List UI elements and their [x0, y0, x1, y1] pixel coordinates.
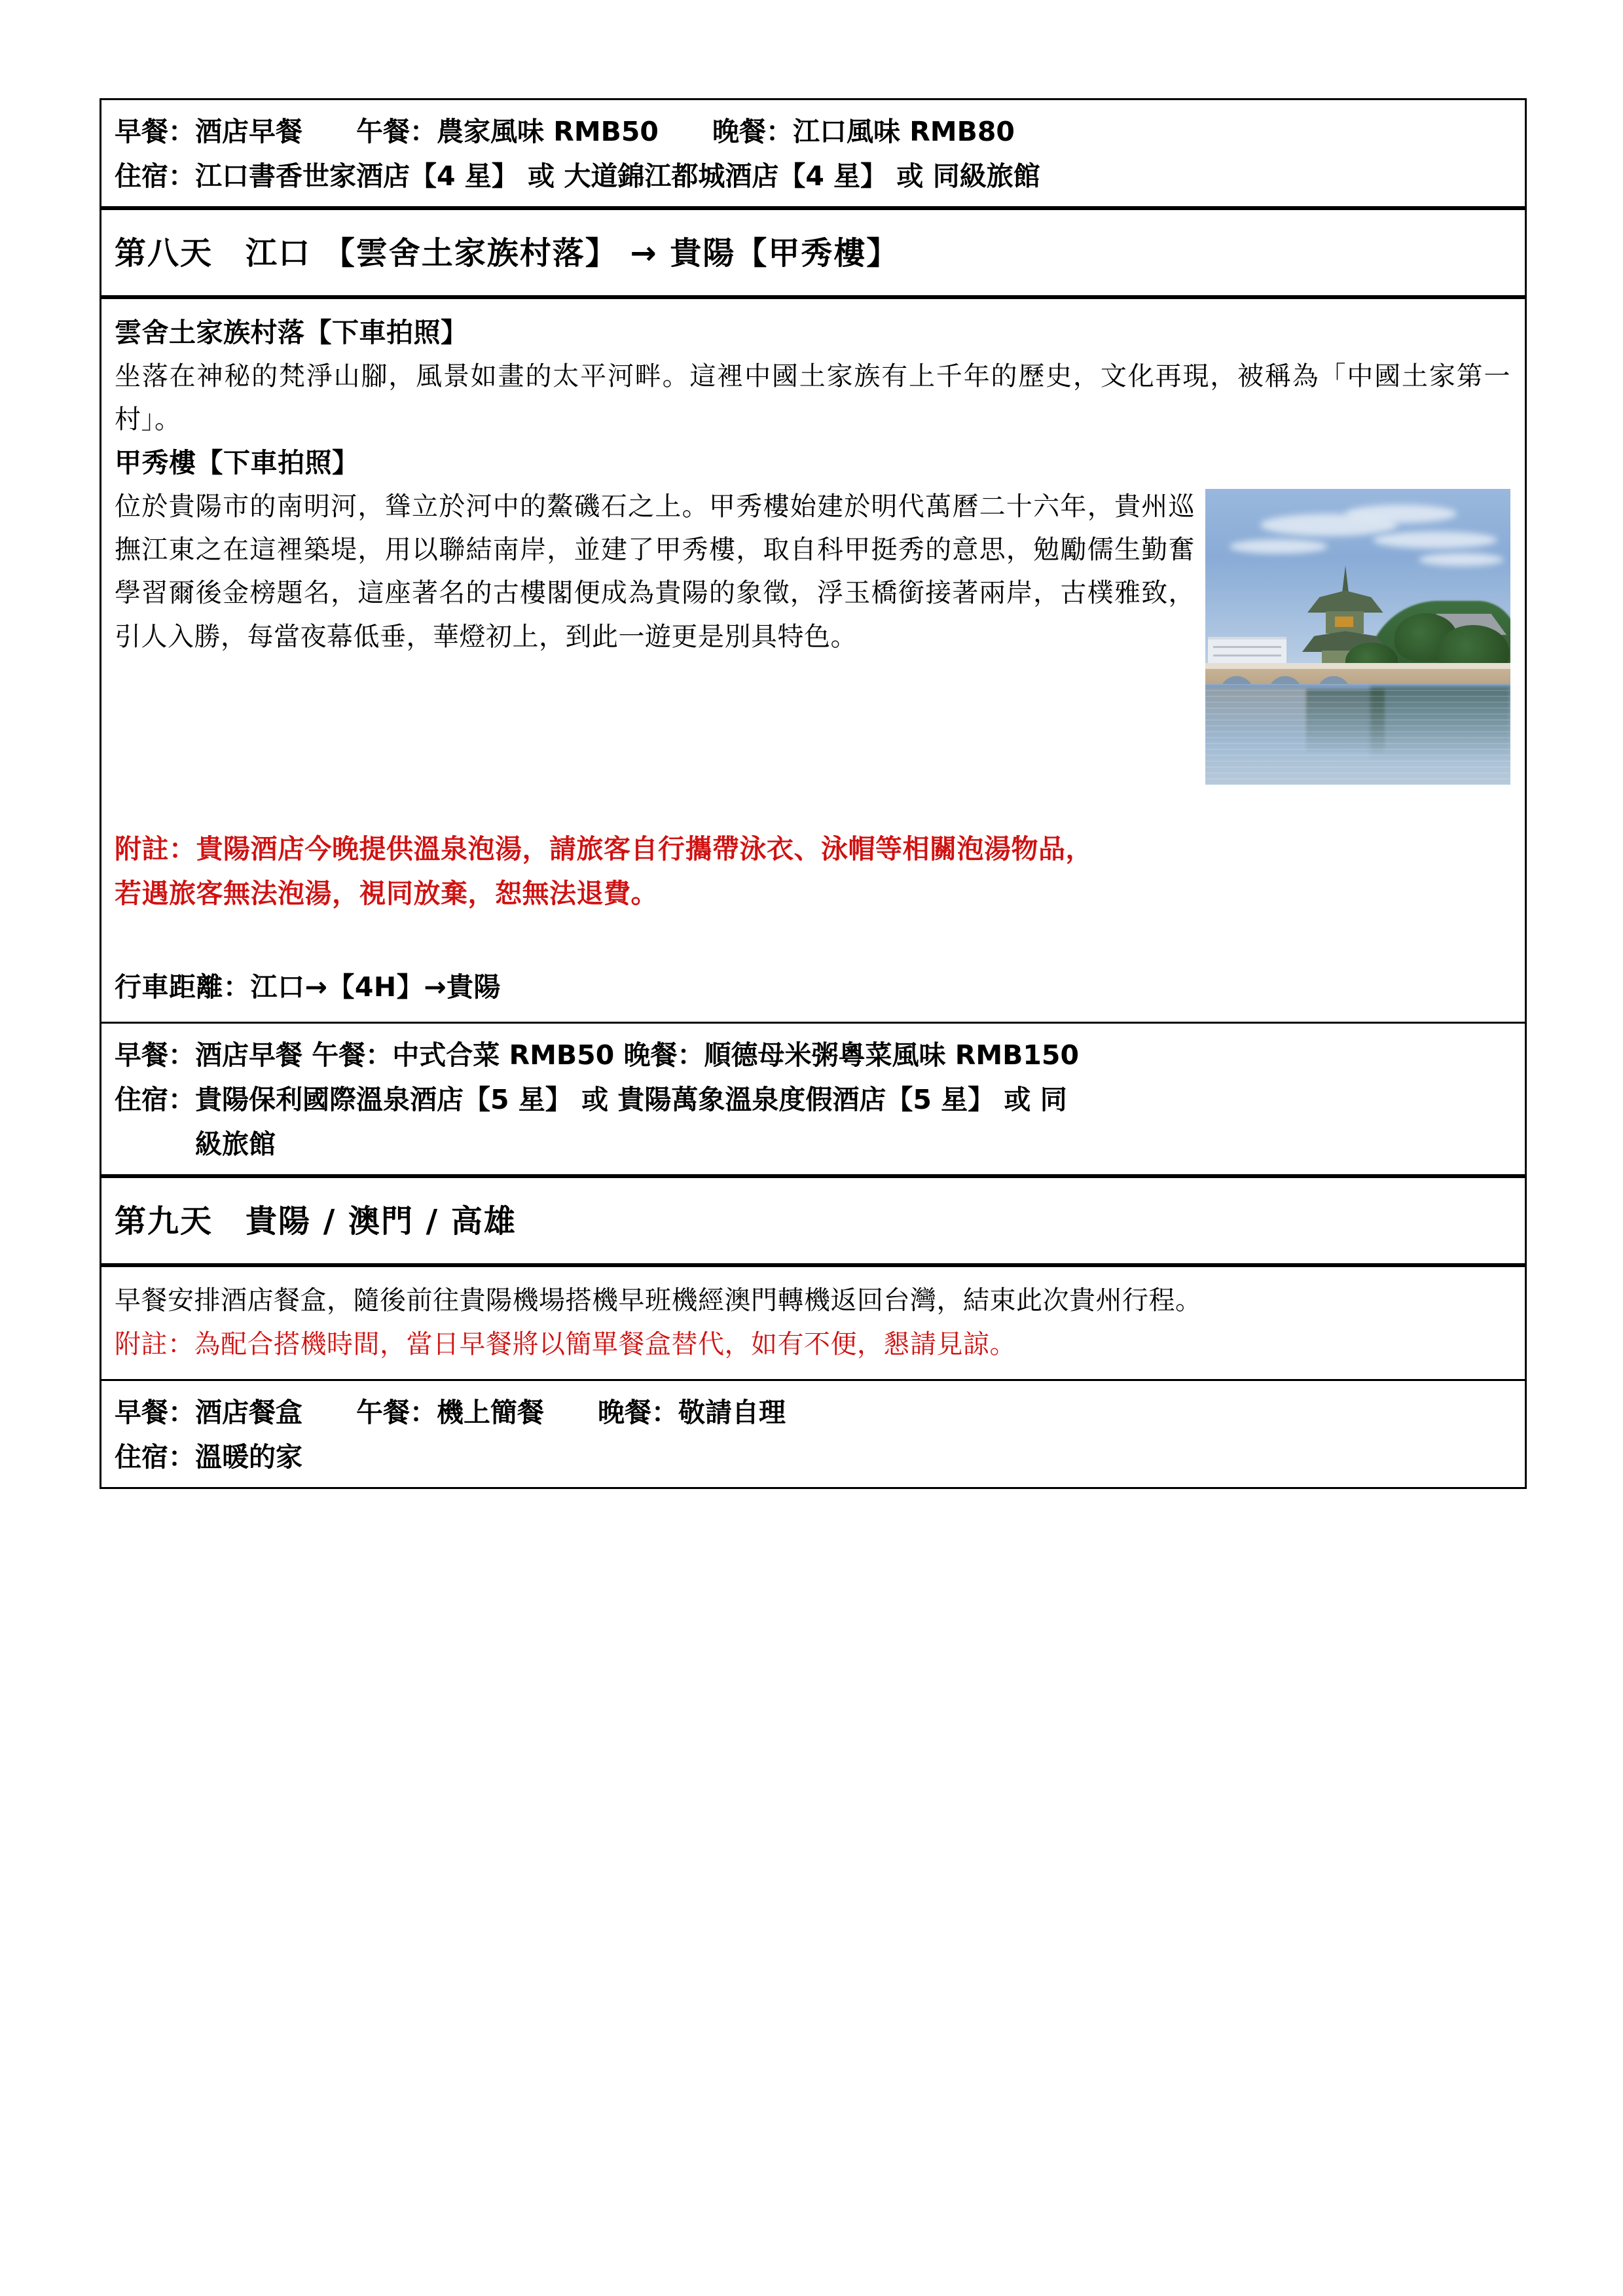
hot-spring-note-line2: 若遇旅客無法泡湯，視同放棄，恕無法退費。: [115, 877, 658, 909]
day8-hotel-line-continued: 級旅館: [195, 1128, 276, 1160]
day7-meals-cell: [101, 100, 1525, 206]
jiaxiu-tower-text: 位於貴陽市的南明河，聳立於河中的鰲磯石之上。甲秀樓始建於明代萬曆二十六年，貴州巡撫江東之在這裡築堤，用以聯結南岸，並建了甲秀樓，取自科甲挺秀的意思，勉勵儒生勤奮學習爾後金榜題名，這座著名的古樓閣便成為貴陽的象徵，浮玉橋銜接著兩岸，古樸雅致，引人入勝，每當夜幕低垂，華燈初上，到此一遊更是別具特色。: [115, 491, 1195, 652]
photo-river: [1205, 684, 1510, 785]
cloud-icon: [1345, 505, 1457, 523]
jiaxiu-tower-photo: [1205, 489, 1510, 785]
jiaxiu-tower-heading: 甲秀樓【下車拍照】: [115, 447, 359, 479]
table-row-day9-body: [101, 1265, 1526, 1380]
day9-description-text: 早餐安排酒店餐盒，隨後前往貴陽機場搭機早班機經澳門轉機返回台灣，結束此次貴州行程。: [115, 1285, 1202, 1316]
day7-hotel-line: 住宿：江口書香世家酒店【4 星】 或 大道錦江都城酒店【4 星】 或 同級旅館: [115, 160, 1040, 192]
day8-meal-line: 早餐：酒店早餐 午餐：中式合菜 RMB50 晚餐：順德母米粥粵菜風味 RMB150: [115, 1039, 1079, 1071]
yunshe-village-text: 坐落在神秘的梵淨山腳，風景如畫的太平河畔。這裡中國土家族有上千年的歷史，文化再現，被稱為「中國土家第一村」。: [115, 361, 1510, 435]
day8-title: 第八天 江口 【雲舍土家族村落】 → 貴陽【甲秀樓】: [115, 235, 900, 272]
driving-distance-line: 行車距離：江口→【4H】→貴陽: [115, 971, 501, 1003]
table-row-day9-meals: [101, 1380, 1526, 1488]
table-row-day7-meals: [101, 99, 1526, 209]
day9-title: 第九天 貴陽 / 澳門 / 高雄: [115, 1203, 517, 1240]
jiaxiu-tower-block: [115, 485, 1510, 789]
yunshe-village-heading: 雲舍土家族村落【下車拍照】: [115, 317, 468, 349]
day8-hotel-line: 住宿：貴陽保利國際溫泉酒店【5 星】 或 貴陽萬象溫泉度假酒店【5 星】 或 同: [115, 1084, 1067, 1116]
day9-meal-line: 早餐：酒店餐盒 午餐：機上簡餐 晚餐：敬請自理: [115, 1397, 786, 1429]
day9-meals-cell: [101, 1381, 1525, 1487]
spacer: [115, 916, 1510, 965]
day9-body-cell: [101, 1267, 1525, 1379]
cloud-icon: [1419, 553, 1504, 566]
day8-body-cell: [101, 299, 1525, 1022]
day7-meal-line: 早餐：酒店早餐 午餐：農家風味 RMB50 晚餐：江口風味 RMB80: [115, 116, 1015, 147]
table-row-day8-header: [101, 208, 1526, 297]
cloud-icon: [1373, 531, 1497, 548]
day8-meals-cell: [101, 1024, 1525, 1174]
spacer: [115, 789, 1510, 827]
cloud-icon: [1230, 539, 1328, 554]
table-row-day8-body: [101, 297, 1526, 1023]
table-row-day8-meals: [101, 1023, 1526, 1177]
table-row-day9-header: [101, 1176, 1526, 1265]
hot-spring-note-line1: 附註：貴陽酒店今晚提供溫泉泡湯，請旅客自行攜帶泳衣、泳帽等相關泡湯物品，: [115, 833, 1093, 865]
itinerary-table: [100, 98, 1527, 1489]
day9-meal-box-note: 附註：為配合搭機時間，當日早餐將以簡單餐盒替代，如有不便，懇請見諒。: [115, 1329, 1016, 1359]
day9-hotel-line: 住宿：溫暖的家: [115, 1441, 302, 1473]
